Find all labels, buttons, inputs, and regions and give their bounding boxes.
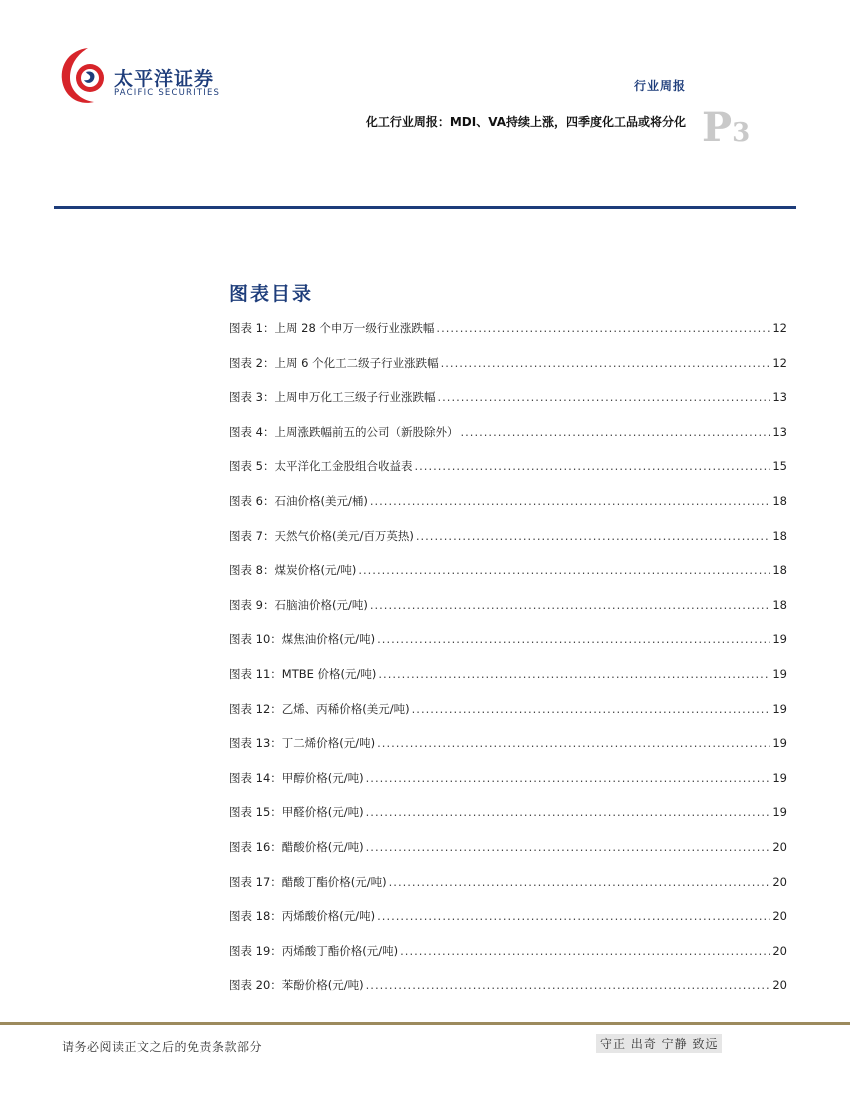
toc-dot-leader [437,390,770,404]
toc-entry-page: 20 [772,909,787,924]
toc-entry[interactable] [229,597,787,632]
toc-entry-page: 13 [772,390,787,405]
toc-entry[interactable] [229,804,787,839]
toc-dot-leader [412,702,771,716]
toc-entry[interactable] [229,389,787,424]
footer-divider [0,1022,850,1025]
toc-entry-page: 20 [772,874,787,889]
toc-dot-leader [370,494,771,508]
toc-entry[interactable] [229,562,787,597]
toc-dot-leader [389,875,771,889]
toc-entry-label: 图表 11：MTBE 价格(元/吨) [229,666,377,681]
toc-entry-label: 图表 15：甲醛价格(元/吨) [229,805,364,820]
toc-dot-leader [400,944,770,958]
toc-entry[interactable] [229,666,787,701]
toc-entry-page: 18 [772,563,787,578]
toc-entry-page: 20 [772,839,787,854]
toc-entry-label: 图表 9：石脑油价格(元/吨) [229,597,368,612]
brand-name-cn: 太平洋证券 [114,68,215,90]
toc-dot-leader [436,321,770,335]
toc-dot-leader [377,909,770,923]
toc-entry-label: 图表 19：丙烯酸丁酯价格(元/吨) [229,943,399,958]
toc-entry-page: 19 [772,770,787,785]
toc-entry-label: 图表 5：太平洋化工金股组合收益表 [229,459,413,474]
toc-entry-label: 图表 14：甲醇价格(元/吨) [229,770,364,785]
document-type: 行业周报 [633,79,686,93]
toc-dot-leader [366,771,771,785]
toc-entry-page: 18 [772,528,787,543]
toc-entry-page: 18 [772,493,787,508]
toc-entry-label: 图表 16：醋酸价格(元/吨) [229,839,364,854]
disclaimer-note: 请务必阅读正文之后的免责条款部分 [62,1040,263,1054]
toc-entry[interactable] [229,424,787,459]
toc-dot-leader [378,667,770,681]
pacific-securities-logo-icon [58,42,110,108]
report-title: 化工行业周报：MDI、VA持续上涨，四季度化工品或将分化 [365,115,686,129]
toc-entry-label: 图表 18：丙烯酸价格(元/吨) [229,909,376,924]
toc-entry-page: 19 [772,805,787,820]
toc-entry[interactable] [229,701,787,736]
toc-entry-page: 20 [772,978,787,993]
toc-entry[interactable] [229,355,787,390]
toc-entry-label: 图表 1：上周 28 个申万一级行业涨跌幅 [229,321,435,335]
toc-dot-leader [460,425,770,439]
page-number [702,104,750,151]
toc-dot-leader [358,563,770,577]
toc-entry-label: 图表 12：乙烯、丙稀价格(美元/吨) [229,701,410,716]
toc-entry-label: 图表 20：苯酚价格(元/吨) [229,978,364,993]
toc-dot-leader [366,978,771,992]
brand-name-en: PACIFIC SECURITIES [114,88,221,98]
toc-entry-page: 19 [772,701,787,716]
toc-dot-leader [441,356,771,370]
toc-entry[interactable] [229,493,787,528]
toc-dot-leader [414,459,770,473]
toc-entry-page: 13 [772,424,787,439]
toc-entry[interactable] [229,735,787,770]
toc-entry-page: 18 [772,597,787,612]
header-divider [54,206,796,209]
toc-dot-leader [366,805,771,819]
toc-entry[interactable] [229,874,787,909]
company-logo [58,42,238,112]
toc-entry-page: 20 [772,943,787,958]
toc-entry[interactable] [229,631,787,666]
page-digit: 3 [732,118,751,148]
toc-entry-page: 19 [772,666,787,681]
toc-entry[interactable] [229,839,787,874]
toc-dot-leader [416,529,771,543]
toc-entry-label: 图表 2：上周 6 个化工二级子行业涨跌幅 [229,355,439,370]
toc-entry-page: 19 [772,736,787,751]
toc-entry-page: 12 [772,355,787,370]
toc-dot-leader [377,632,770,646]
toc-entry[interactable] [229,943,787,978]
toc-entry-page: 19 [772,632,787,647]
toc-entry-page: 15 [772,459,787,474]
toc-entry-label: 图表 3：上周申万化工三级子行业涨跌幅 [229,390,436,405]
toc-entry[interactable] [229,320,787,355]
toc-dot-leader [370,598,771,612]
toc-entry-label: 图表 13：丁二烯价格(元/吨) [229,736,376,751]
toc-entry-page: 12 [772,321,787,335]
toc-entry-label: 图表 7：天然气价格(美元/百万英热) [229,528,414,543]
toc-dot-leader [377,736,770,750]
toc-entry[interactable] [229,908,787,943]
toc-entry[interactable] [229,528,787,563]
toc-entry-label: 图表 6：石油价格(美元/桶) [229,493,368,508]
toc-entry-label: 图表 8：煤炭价格(元/吨) [229,563,357,578]
toc-list [229,320,787,1012]
toc-heading: 图表目录 [229,283,314,305]
toc-entry-label: 图表 4：上周涨跌幅前五的公司（新股除外） [229,424,459,439]
toc-entry-label: 图表 10：煤焦油价格(元/吨) [229,632,376,647]
toc-entry[interactable] [229,977,787,1012]
company-motto: 守正 出奇 宁静 致远 [596,1034,722,1053]
toc-entry[interactable] [229,770,787,805]
toc-entry-label: 图表 17：醋酸丁酯价格(元/吨) [229,874,387,889]
toc-entry[interactable] [229,458,787,493]
page-letter: P [702,104,733,151]
toc-dot-leader [366,840,771,854]
